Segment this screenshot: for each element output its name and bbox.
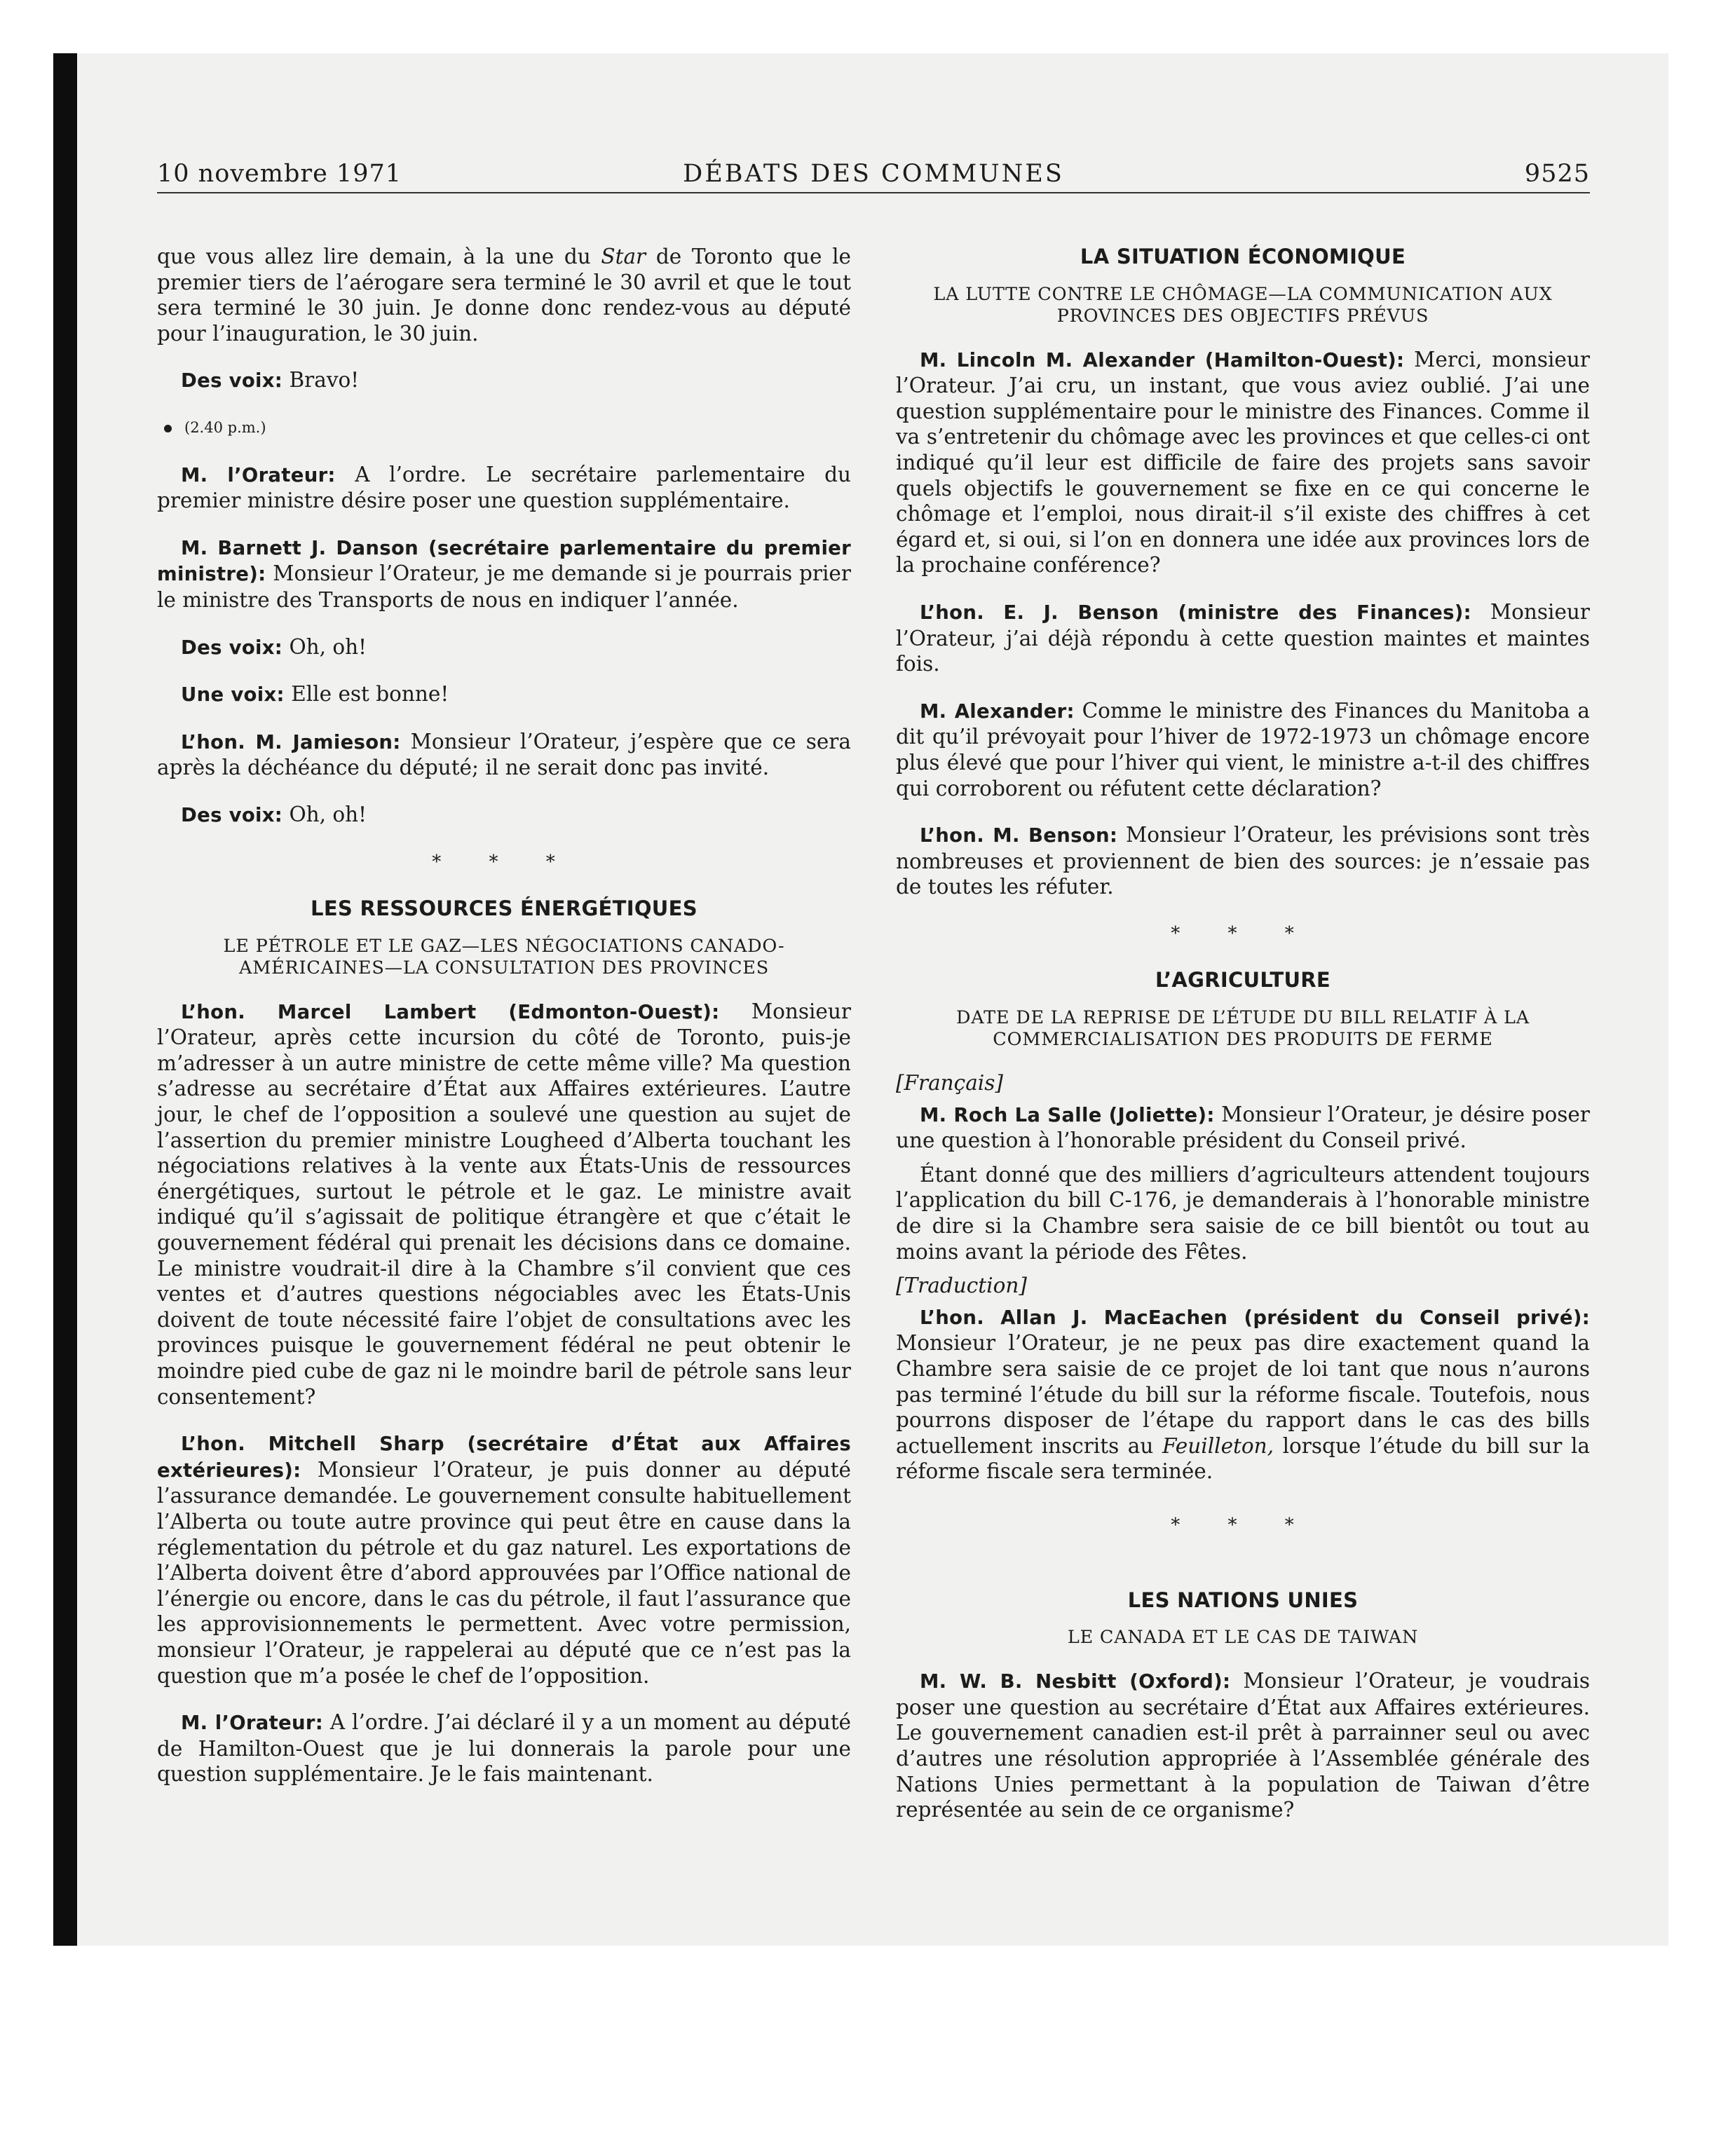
- text: Monsieur l’Orateur, je voudrais poser une question au secrétaire d’État aux Affaires extérieures. Le gouvernement canadien est-il prêt à parrainner seul ou avec d’autres une résolution appropriée à l’Assemblée générale des Nations Unies permettant à la population de Taiwan d’être représentée au sein de ce organisme?: [896, 1669, 1590, 1822]
- paragraph: [157, 535, 851, 613]
- paragraph: [157, 802, 851, 828]
- section-heading: LA SITUATION ÉCONOMIQUE: [1080, 245, 1406, 268]
- speaker: L’hon. E. J. Benson (ministre des Finances):: [920, 601, 1471, 624]
- paragraph: [896, 1304, 1590, 1485]
- section-separator: * * *: [432, 851, 576, 873]
- italic-term: Feuilleton,: [1162, 1433, 1274, 1458]
- paragraph: [157, 367, 851, 394]
- paragraph: [896, 698, 1590, 801]
- section-subheading: DATE DE LA REPRISE DE L’ÉTUDE DU BILL RELATIF À LA COMMERCIALISATION DES PRODUITS DE FERME: [956, 1007, 1530, 1051]
- time-text: (2.40 p.m.): [184, 418, 266, 436]
- section-subheading: LA LUTTE CONTRE LE CHÔMAGE—LA COMMUNICATION AUX PROVINCES DES OBJECTIFS PRÉVUS: [933, 283, 1553, 327]
- speaker: M. l’Orateur:: [181, 1712, 324, 1735]
- text: Bravo!: [283, 368, 360, 393]
- paragraph: [157, 462, 851, 514]
- speaker: Une voix:: [181, 683, 285, 707]
- speaker: L’hon. Marcel Lambert (Edmonton-Ouest):: [181, 1000, 720, 1023]
- text: Monsieur l’Orateur, je désire poser une question à l’honorable président du Conseil privé.: [896, 1102, 1590, 1153]
- speaker: L’hon. M. Jamieson:: [181, 730, 401, 753]
- speaker: L’hon. M. Benson:: [920, 824, 1118, 847]
- text: A l’ordre. Le secrétaire parlementaire du premier ministre désire poser une question supplémentaire.: [157, 462, 851, 513]
- paragraph: [157, 999, 851, 1410]
- speaker: M. Alexander:: [920, 700, 1075, 723]
- speaker: M. W. B. Nesbitt (Oxford):: [920, 1670, 1231, 1693]
- section-heading: LES NATIONS UNIES: [1127, 1588, 1359, 1612]
- paragraph: [157, 681, 851, 708]
- newspaper-name: Star: [601, 245, 646, 268]
- speaker: M. l’Orateur:: [181, 463, 336, 486]
- paragraph: [157, 1710, 851, 1787]
- speaker: Des voix:: [181, 369, 283, 393]
- header-title: DÉBATS DES COMMUNES: [683, 160, 1064, 188]
- text: Monsieur l’Orateur, je ne peux pas dire exactement quand la Chambre sera saisie de ce projet de loi tant que nous n’aurons pas terminé l’étude du bill sur la réforme fiscale. Toutefois, nous pourrons disposer de l’étape du rapport dans le cas des bills actuellement inscrits au: [896, 1331, 1590, 1458]
- speaker: L’hon. Allan J. MacEachen (président du Conseil privé):: [920, 1306, 1590, 1329]
- bullet-icon: [164, 425, 172, 432]
- text: Merci, monsieur l’Orateur. J’ai cru, un instant, que vous aviez oublié. J’ai une question supplémentaire pour le ministre des Finances. Comme il va s’entretenir du chômage avec les provinces et que celles-ci ont indiqué qu’il leur est difficile de faire des projets sans savoir quels objectifs le gouvernement se fixe en ce qui concerne le chômage et l’emploi, nous dirait-il s’il existe des chiffres à cet égard et, si oui, si l’on en donnera une idée aux provinces lors de la prochaine conférence?: [896, 347, 1590, 578]
- paragraph: [157, 729, 851, 781]
- text: que vous allez lire demain, à la une du: [157, 245, 601, 268]
- paragraph: [157, 634, 851, 661]
- right-column: [896, 244, 1590, 1844]
- text: Comme le ministre des Finances du Manitoba a dit qu’il prévoyait pour l’hiver de 1972-1973 un chômage encore plus élevé que pour l’hiver qui vient, le ministre a-t-il des chiffres qui corroborent ou réfutent cette déclaration?: [896, 698, 1590, 800]
- scan-edge: [53, 53, 77, 1946]
- section-separator: * * *: [1171, 922, 1315, 944]
- section-subheading: LE CANADA ET LE CAS DE TAIWAN: [1067, 1627, 1419, 1649]
- running-head: [157, 156, 1590, 193]
- speaker: Des voix:: [181, 636, 283, 659]
- speaker: M. Lincoln M. Alexander (Hamilton-Ouest):: [920, 348, 1405, 371]
- section-separator: * * *: [1171, 1514, 1315, 1536]
- text: Oh, oh!: [283, 802, 367, 826]
- text: de Toronto que le premier tiers de l’aérogare sera terminé le 30 avril et que le tout sera terminé le 30 juin. Je donne donc rendez-vous au député pour l’inauguration, le 30 juin.: [157, 245, 851, 346]
- text: Monsieur l’Orateur, après cette incursion du côté de Toronto, puis-je m’adresser à un autre ministre de cette même ville? Ma question s’adresse au secrétaire d’État aux Affaires extérieures. L’autre jour, le chef de l’opposition a soulevé une question au sujet de l’assertion du premier ministre Lougheed d’Alberta touchant les négociations relatives à la vente aux États-Unis de ressources énergétiques, surtout le pétrole et le gaz. Le ministre avait indiqué qu’il s’agissait de politique étrangère et que c’était le gouvernement fédéral qui prenait les décisions dans ce domaine. Le ministre voudrait-il dire à la Chambre s’il convient que ces ventes et d’autres questions négociables avec les États-Unis doivent de toute nécessité faire l’objet de consultations avec les provinces puisque le gouvernement fédéral ne peut obtenir le moindre pied cube de gaz ni le moindre baril de pétrole sans leur consentement?: [157, 999, 851, 1409]
- page-number: 9525: [1524, 160, 1590, 188]
- paragraph: [896, 822, 1590, 900]
- speaker: Des voix:: [181, 803, 283, 826]
- paragraph: [896, 347, 1590, 578]
- paragraph: [157, 1431, 851, 1688]
- text: A l’ordre. J’ai déclaré il y a un moment au député de Hamilton-Ouest que je lui donnerais la parole pour une question supplémentaire. Je le fais maintenant.: [157, 1710, 852, 1787]
- text: lorsque l’étude du bill sur la réforme fiscale sera terminée.: [896, 1433, 1590, 1484]
- text: Elle est bonne!: [284, 682, 449, 707]
- text: Oh, oh!: [283, 634, 367, 659]
- section-heading: L’AGRICULTURE: [1155, 968, 1331, 992]
- speaker: M. Barnett J. Danson (secrétaire parlementaire du premier ministre):: [157, 536, 851, 586]
- text: Monsieur l’Orateur, je me demande si je pourrais prier le ministre des Transports de nous en indiquer l’année.: [157, 561, 851, 612]
- time-marker: [164, 415, 851, 441]
- paragraph: [157, 244, 851, 346]
- paragraph: Étant donné que des milliers d’agriculteurs attendent toujours l’application du bill C-176, je demanderais à l’honorable ministre de dire si la Chambre sera saisie de ce bill bientôt ou tout au moins avant la période des Fêtes.: [896, 1162, 1590, 1264]
- section-subheading: LE PÉTROLE ET LE GAZ—LES NÉGOCIATIONS CANADO-AMÉRICAINES—LA CONSULTATION DES PROVINCES: [223, 935, 785, 978]
- paragraph: [896, 1102, 1590, 1154]
- header-date: 10 novembre 1971: [157, 160, 402, 188]
- paragraph: [896, 1668, 1590, 1823]
- left-column: [157, 244, 851, 1808]
- section-heading: LES RESSOURCES ÉNERGÉTIQUES: [311, 896, 698, 921]
- text: Monsieur l’Orateur, je puis donner au député l’assurance demandée. Le gouvernement consulte habituellement l’Alberta ou toute autre province qui peut être en cause dans la réglementation du pétrole et du gaz naturel. Les exportations de l’Alberta doivent être d’abord approuvées par l’Office national de l’énergie ou encore, dans le cas du pétrole, il faut l’assurance que les approvisionnements le permettent. Avec votre permission, monsieur l’Orateur, je rappelerai au député que ce n’est pas la question que m’a posée le chef de l’opposition.: [157, 1457, 851, 1688]
- text: Monsieur l’Orateur, les prévisions sont très nombreuses et proviennent de bien des sources: je n’essaie pas de toutes les réfuter.: [896, 823, 1590, 899]
- language-marker: [Français]: [896, 1071, 1003, 1096]
- speaker: L’hon. Mitchell Sharp (secrétaire d’État aux Affaires extérieures):: [157, 1433, 851, 1482]
- paragraph: [896, 599, 1590, 677]
- text: Monsieur l’Orateur, j’ai déjà répondu à cette question maintes et maintes fois.: [896, 599, 1591, 676]
- speaker: M. Roch La Salle (Joliette):: [920, 1103, 1215, 1126]
- language-marker: [Traduction]: [896, 1274, 1027, 1298]
- text: Monsieur l’Orateur, j’espère que ce sera après la déchéance du député; il ne serait donc pas invité.: [157, 729, 851, 780]
